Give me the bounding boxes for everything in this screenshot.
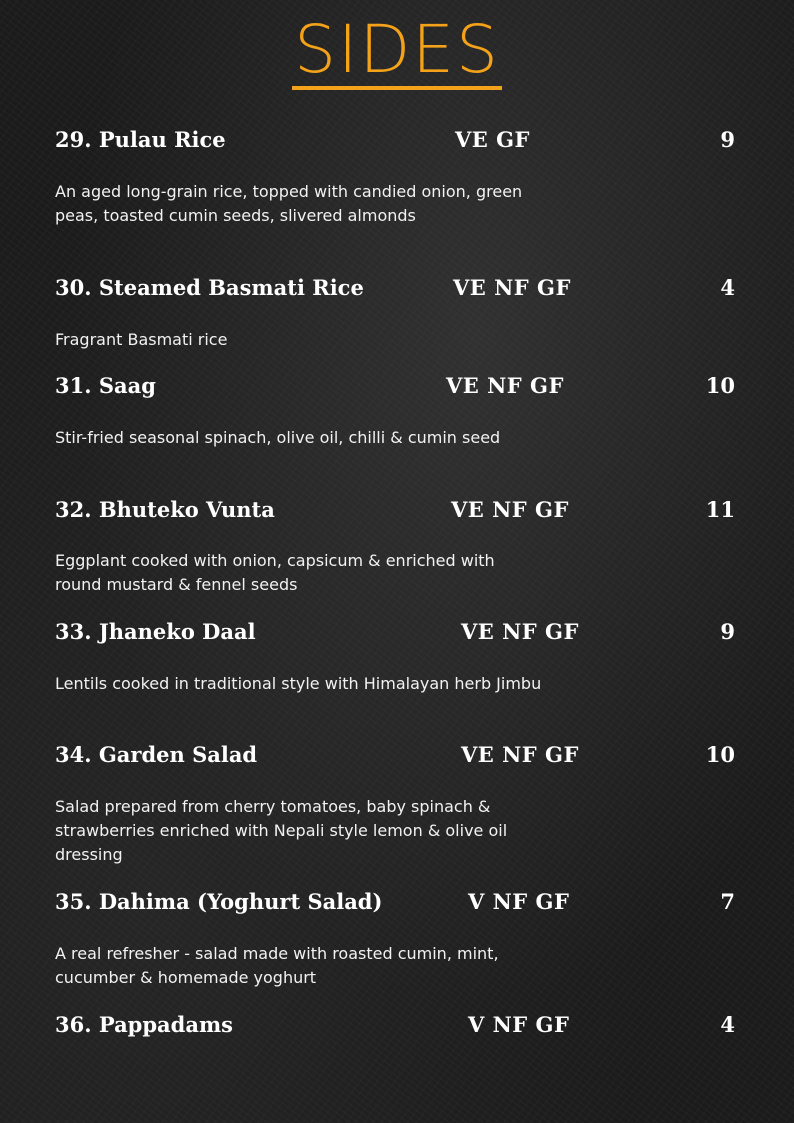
item-price: 4: [720, 1012, 735, 1037]
item-price: 11: [705, 497, 735, 522]
item-price: 4: [720, 275, 735, 300]
item-name: 31. Saag: [55, 373, 156, 398]
item-name: 35. Dahima (Yoghurt Salad): [55, 889, 383, 914]
menu-item-header: [55, 125, 735, 155]
item-description: Fragrant Basmati rice: [55, 330, 228, 349]
menu-item-header: [55, 273, 735, 303]
item-dietary-tags: V NF GF: [468, 1012, 570, 1037]
item-dietary-tags: VE NF GF: [451, 497, 569, 522]
item-price: 9: [720, 619, 735, 644]
menu-title: SIDES: [294, 11, 500, 88]
item-description: Eggplant cooked with onion, capsicum & enriched with round mustard & fennel seeds: [55, 551, 495, 594]
menu-title-wrap: [0, 11, 794, 90]
item-dietary-tags: V NF GF: [468, 889, 570, 914]
item-dietary-tags: VE NF GF: [446, 373, 564, 398]
item-description: A real refresher - salad made with roasted cumin, mint, cucumber & homemade yoghurt: [55, 944, 499, 987]
item-dietary-tags: VE GF: [455, 127, 530, 152]
menu-item-header: [55, 740, 735, 770]
menu-item-header: [55, 1010, 735, 1040]
menu-item-header: [55, 617, 735, 647]
item-price: 7: [720, 889, 735, 914]
item-name: 36. Pappadams: [55, 1012, 233, 1037]
item-dietary-tags: VE NF GF: [461, 742, 579, 767]
item-dietary-tags: VE NF GF: [453, 275, 571, 300]
item-name: 34. Garden Salad: [55, 742, 258, 767]
item-description: Salad prepared from cherry tomatoes, baby spinach & strawberries enriched with Nepali style lemon & olive oil dressing: [55, 797, 508, 864]
menu-item-header: [55, 495, 735, 525]
item-name: 30. Steamed Basmati Rice: [55, 275, 364, 300]
item-description: An aged long-grain rice, topped with candied onion, green peas, toasted cumin seeds, slivered almonds: [55, 182, 523, 225]
item-name: 29. Pulau Rice: [55, 127, 226, 152]
item-description: Lentils cooked in traditional style with Himalayan herb Jimbu: [55, 674, 542, 693]
menu-item-header: [55, 887, 735, 917]
item-price: 10: [705, 742, 735, 767]
item-name: 33. Jhaneko Daal: [55, 619, 256, 644]
item-dietary-tags: VE NF GF: [461, 619, 579, 644]
item-price: 9: [720, 127, 735, 152]
item-name: 32. Bhuteko Vunta: [55, 497, 275, 522]
item-description: Stir-fried seasonal spinach, olive oil, chilli & cumin seed: [55, 428, 501, 447]
menu-item-header: [55, 371, 735, 401]
item-price: 10: [705, 373, 735, 398]
